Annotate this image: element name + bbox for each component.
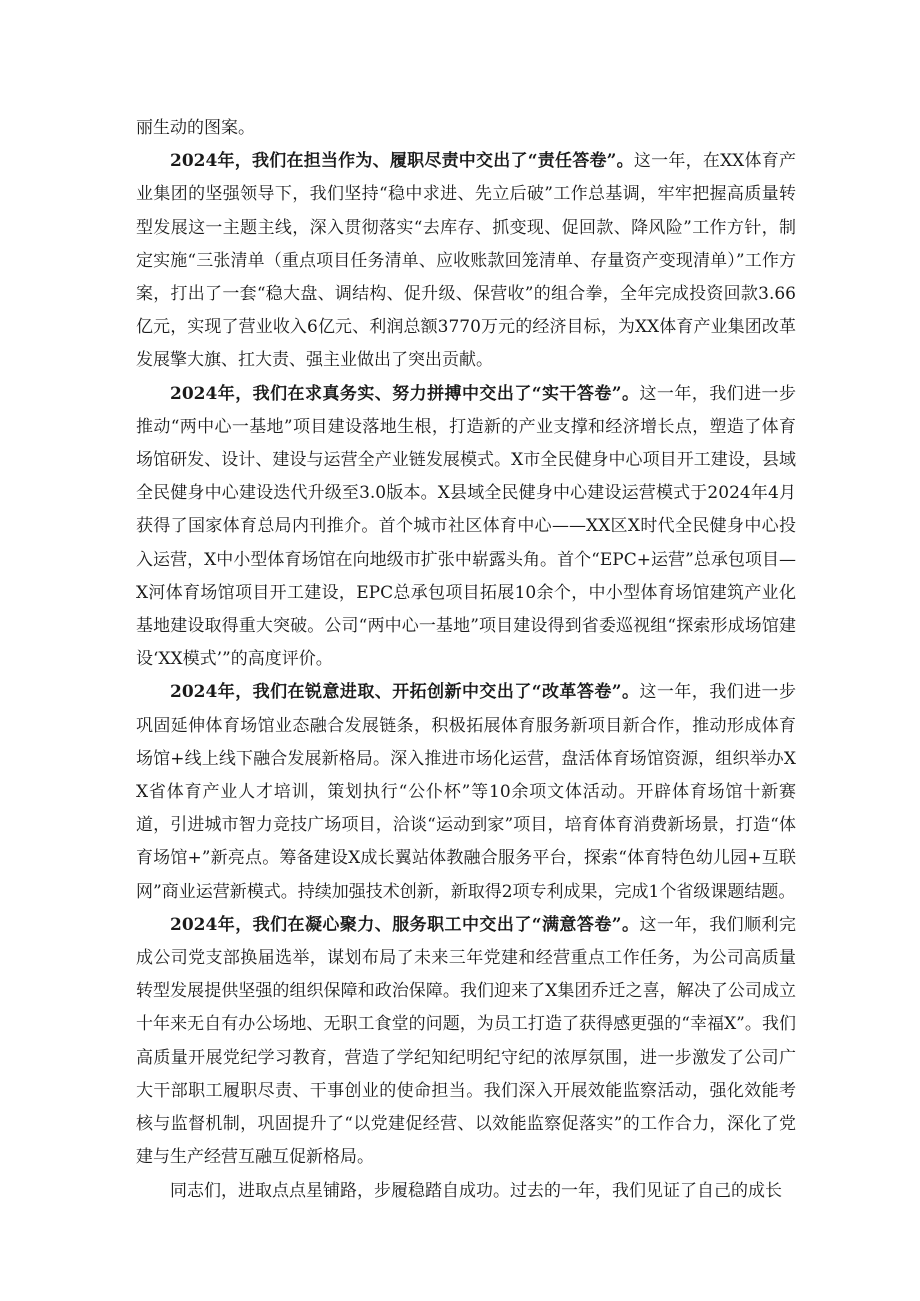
paragraph-closing <box>136 1175 796 1208</box>
paragraph-lead: 2024年，我们在担当作为、履职尽责中交出了“责任答卷”。 <box>170 151 634 172</box>
paragraph-text: 这一年，我们进一步巩固延伸体育场馆业态融合发展链条，积极拓展体育服务新项目新合作，推动形成体育场馆+线上线下融合发展新格局。深入推进市场化运营，盘活体育场馆资源，组织举办XX省体育产业人才培训，策划执行“公仆杯”等10余项文体活动。开辟体育场馆十新赛道，引进城市智力竞技广场项目，洽谈“运动到家”项目，培育体育消费新场景，打造“体育场馆+”新亮点。筹备建设X成长翼站体教融合服务平台，探索“体育特色幼儿园+互联网”商业运营新模式。持续加强技术创新，新取得2项专利成果，完成1个省级课题结题。 <box>136 682 796 902</box>
paragraph-reform <box>136 676 796 908</box>
paragraph-responsibility <box>136 145 796 377</box>
paragraph-lead: 2024年，我们在锐意进取、开拓创新中交出了“改革答卷”。 <box>170 682 640 703</box>
paragraph-lead: 2024年，我们在凝心聚力、服务职工中交出了“满意答卷”。 <box>170 914 640 935</box>
paragraph-text: 丽生动的图案。 <box>136 118 255 138</box>
paragraph-practical <box>136 378 796 677</box>
paragraph-text: 这一年，我们进一步推动“两中心一基地”项目建设落地生根，打造新的产业支撑和经济增长点，塑造了体育场馆研发、设计、建设与运营全产业链发展模式。X市全民健身中心项目开工建设，县域全民健身中心建设迭代升级至3.0版本。X县域全民健身中心建设运营模式于2024年4月获得了国家体育总局内刊推介。首个城市社区体育中心——XX区X时代全民健身中心投入运营，X中小型体育场馆在向地级市扩张中崭露头角。首个“EPC+运营”总承包项目—X河体育场馆项目开工建设，EPC总承包项目拓展10余个，中小型体育场馆建筑产业化基地建设取得重大突破。公司“两中心一基地”项目建设得到省委巡视组“探索形成场馆建设‘XX模式’”的高度评价。 <box>136 383 796 670</box>
paragraph-satisfaction <box>136 909 796 1175</box>
paragraph-continuation <box>136 112 796 145</box>
paragraph-text: 这一年，在XX体育产业集团的坚强领导下，我们坚持“稳中求进、先立后破”工作总基调，牢牢把握高质量转型发展这一主题主线，深入贯彻落实“去库存、抓变现、促回款、降风险”工作方针，制定实施“三张清单（重点项目任务清单、应收账款回笼清单、存量资产变现清单）”工作方案，打出了一套“稳大盘、调结构、促升级、保营收”的组合拳，全年完成投资回款3.66亿元，实现了营业收入6亿元、利润总额3770万元的经济目标，为XX体育产业集团改革发展擎大旗、扛大责、强主业做出了突出贡献。 <box>136 151 796 371</box>
document-page <box>136 112 796 1208</box>
paragraph-lead: 2024年，我们在求真务实、努力拼搏中交出了“实干答卷”。 <box>170 383 640 404</box>
paragraph-text: 同志们，进取点点星铺路，步履稳踏自成功。过去的一年，我们见证了自己的成长 <box>170 1180 782 1201</box>
paragraph-text: 这一年，我们顺利完成公司党支部换届选举，谋划布局了未来三年党建和经营重点工作任务，为公司高质量转型发展提供坚强的组织保障和政治保障。我们迎来了X集团乔迁之喜，解决了公司成立十年来无自有办公场地、无职工食堂的问题，为员工打造了获得感更强的“幸福X”。我们高质量开展党纪学习教育，营造了学纪知纪明纪守纪的浓厚氛围，进一步激发了公司广大干部职工履职尽责、干事创业的使命担当。我们深入开展效能监察活动，强化效能考核与监督机制，巩固提升了“以党建促经营、以效能监察促落实”的工作合力，深化了党建与生产经营互融互促新格局。 <box>136 914 796 1168</box>
